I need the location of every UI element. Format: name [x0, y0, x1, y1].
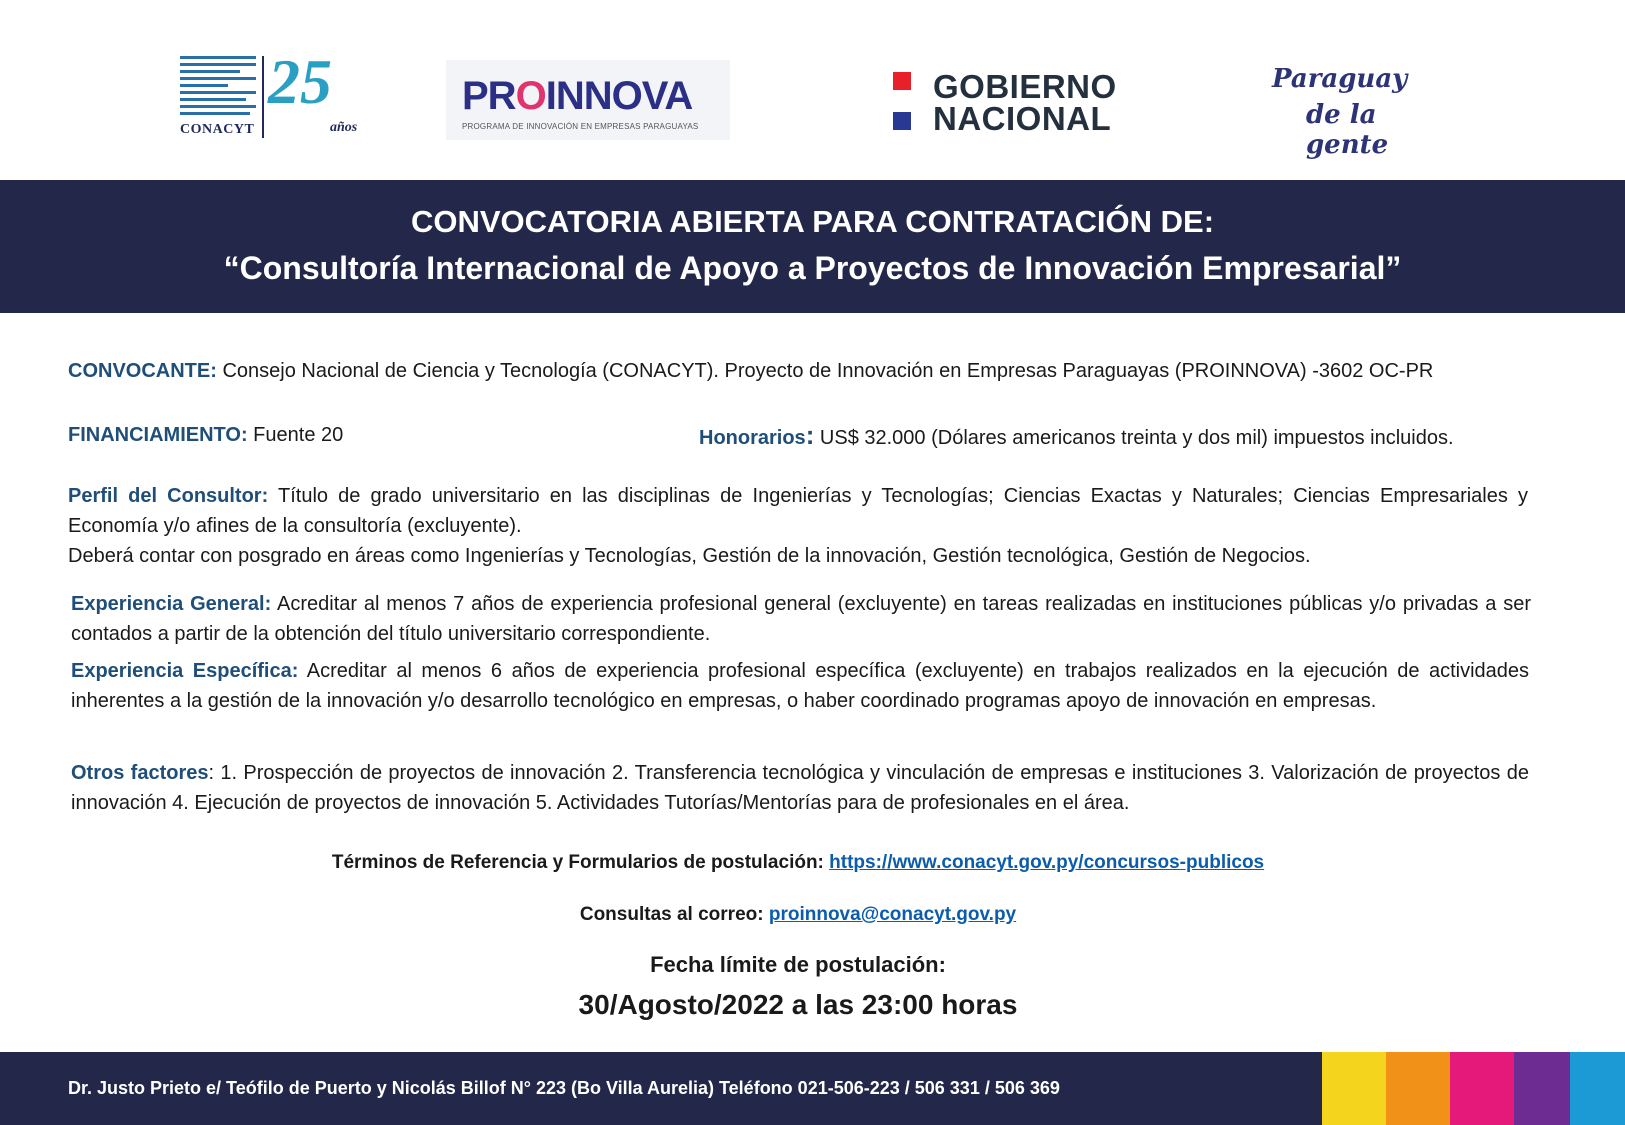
terminos-label: Términos de Referencia y Formularios de postulación:	[331, 852, 830, 873]
footer-stripe-purple	[1514, 1052, 1570, 1125]
proinnova-ring-icon: O	[515, 74, 546, 118]
conacyt-divider	[262, 56, 264, 138]
paraguay-line1: Paraguay	[1272, 64, 1408, 94]
fecha-limite-value: 30/Agosto/2022 a las 23:00 horas	[578, 989, 1018, 1020]
convocante-label: CONVOCANTE:	[68, 360, 217, 382]
perfil-row	[68, 481, 1528, 541]
honorarios-text: US$ 32.000 (Dólares americanos treinta y dos mil) impuestos incluidos.	[814, 427, 1454, 449]
financiamiento-row	[68, 420, 343, 450]
perfil-posgrado: Deberá contar con posgrado en áreas como Ingenierías y Tecnologías, Gestión de la innovación, Gestión tecnológica, Gestión de Negocios.	[68, 545, 1311, 567]
conacyt-logo	[180, 46, 370, 140]
otros-factores-label: Otros factores	[71, 762, 209, 784]
blue-square-icon	[893, 112, 911, 130]
honorarios-label: Honorarios	[699, 427, 806, 449]
consultas-label: Consultas al correo:	[579, 904, 769, 925]
paraguay-line2: de la gente	[1306, 100, 1389, 160]
conacyt-anniversary-number: 25	[268, 46, 332, 117]
terminos-link[interactable]: https://www.conacyt.gov.py/concursos-publicos	[829, 852, 1265, 873]
otros-factores-row	[71, 758, 1529, 818]
proinnova-subtitle: PROGRAMA DE INNOVACIÓN EN EMPRESAS PARAGUAYAS	[462, 122, 699, 131]
footer-stripe-yellow	[1322, 1052, 1386, 1125]
proinnova-wordmark: PROINNOVA	[462, 74, 693, 118]
footer-stripe-magenta	[1450, 1052, 1514, 1125]
financiamiento-text: Fuente 20	[247, 424, 344, 446]
fecha-limite-label: Fecha límite de postulación:	[650, 952, 946, 977]
proinnova-logo	[446, 60, 730, 140]
banner-subtitle: “Consultoría Internacional de Apoyo a Proyectos de Innovación Empresarial”	[223, 250, 1402, 286]
footer-stripe-blue	[1570, 1052, 1625, 1125]
perfil-text: Título de grado universitario en las disciplinas de Ingenierías y Tecnologías; Ciencias Exactas y Naturales; Ciencias Empresariales y Economía y/o afines de la consultoría (excluyente).	[68, 485, 1528, 537]
honorarios-row: Honorarios: US$ 32.000 (Dólares americanos treinta y dos mil) impuestos incluidos.	[699, 420, 1454, 450]
footer-bar	[0, 1052, 1625, 1125]
footer-address: Dr. Justo Prieto e/ Teófilo de Puerto y Nicolás Billof N° 223 (Bo Villa Aurelia) Teléfono 021-506-223 / 506 331 / 506 369	[68, 1078, 1060, 1098]
gobierno-line2: NACIONAL	[933, 100, 1112, 137]
conacyt-name: CONACYT	[180, 122, 255, 137]
banner-title: CONVOCATORIA ABIERTA PARA CONTRATACIÓN DE:	[410, 204, 1215, 239]
gobierno-nacional-logo	[893, 68, 1153, 137]
convocante-row	[68, 356, 1588, 386]
conacyt-anniversary-label: años	[330, 120, 358, 135]
red-square-icon	[893, 72, 911, 90]
experiencia-general-text: Acreditar al menos 7 años de experiencia profesional general (excluyente) en tareas realizadas en instituciones públicas y/o privadas a ser contados a partir de la obtención del título universitario correspondiente.	[71, 593, 1531, 645]
footer-stripe-orange	[1386, 1052, 1450, 1125]
financiamiento-label: FINANCIAMIENTO:	[68, 424, 248, 446]
convocante-text: Consejo Nacional de Ciencia y Tecnología (CONACYT). Proyecto de Innovación en Empresas Paraguayas (PROINNOVA) -3602 OC-PR	[216, 360, 1434, 382]
logo-bar	[0, 0, 1625, 180]
title-banner	[0, 180, 1625, 313]
perfil-label: Perfil del Consultor:	[68, 485, 269, 507]
paraguay-de-la-gente-logo	[1272, 64, 1442, 160]
experiencia-especifica-row	[71, 656, 1529, 716]
experiencia-general-label: Experiencia General:	[71, 593, 272, 615]
consultas-row	[68, 900, 1528, 930]
conacyt-stripes-icon	[180, 56, 256, 118]
terminos-row	[68, 848, 1528, 878]
experiencia-especifica-text: Acreditar al menos 6 años de experiencia profesional específica (excluyente) en trabajos realizados en la ejecución de actividades inherentes a la gestión de la innovación y/o desarrollo tecnológico en empresas, o haber coordinado programas apoyo de innovación en empresas.	[71, 660, 1529, 712]
experiencia-especifica-label: Experiencia Específica:	[71, 660, 299, 682]
otros-factores-text: : 1. Prospección de proyectos de innovación 2. Transferencia tecnológica y vinculación de empresas e instituciones 3. Valorización de proyectos de innovación 4. Ejecución de proyectos de innovación 5. Actividades Tutorías/Mentorías para de profesionales en el área.	[71, 762, 1529, 814]
consultas-email-link[interactable]: proinnova@conacyt.gov.py	[768, 904, 1017, 925]
experiencia-general-row	[71, 589, 1531, 649]
gobierno-line1: GOBIERNO	[933, 68, 1117, 105]
